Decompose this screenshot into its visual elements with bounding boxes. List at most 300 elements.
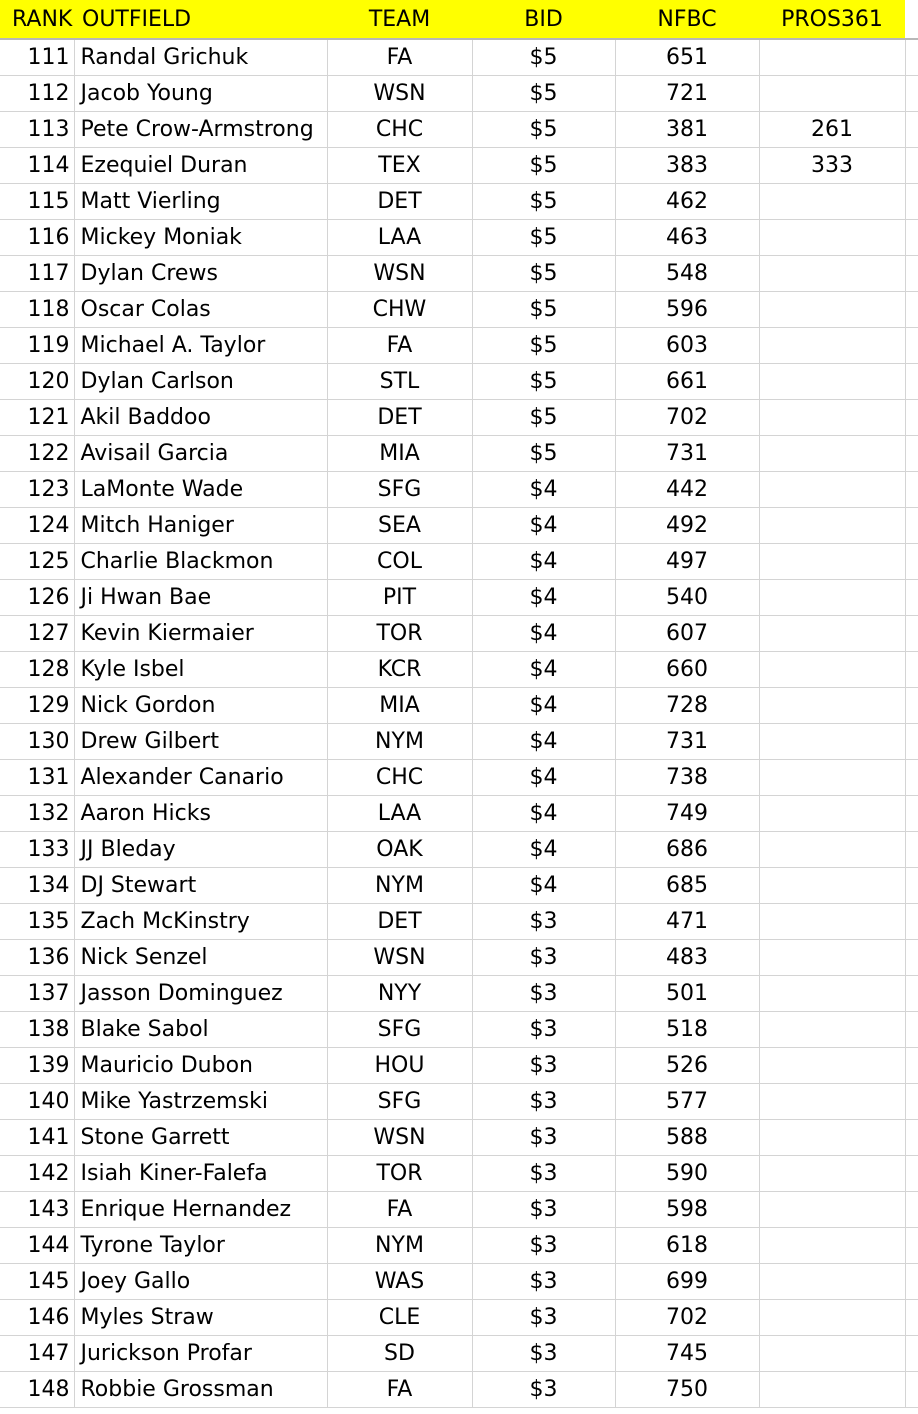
cell-pros361[interactable]: [759, 615, 905, 651]
cell-pros361[interactable]: [759, 939, 905, 975]
cell-rank[interactable]: 133: [0, 831, 74, 867]
cell-team[interactable]: FA: [327, 1191, 472, 1227]
table-row: [0, 1191, 918, 1227]
cell-team[interactable]: HOU: [327, 1047, 472, 1083]
header-outfield[interactable]: OUTFIELD: [74, 0, 327, 39]
cell-nfbc[interactable]: 721: [615, 75, 759, 111]
cell-nfbc[interactable]: 383: [615, 147, 759, 183]
cell-team[interactable]: TEX: [327, 147, 472, 183]
cell-player-name[interactable]: Jurickson Profar: [74, 1335, 327, 1371]
cell-bid[interactable]: $5: [472, 111, 615, 147]
table-row: [0, 723, 918, 759]
cell-rank[interactable]: 145: [0, 1263, 74, 1299]
cell-bid[interactable]: $3: [472, 1191, 615, 1227]
cell-bid[interactable]: $3: [472, 1299, 615, 1335]
table-row: [0, 903, 918, 939]
header-rank[interactable]: RANK: [0, 0, 74, 39]
cell-pros361[interactable]: [759, 75, 905, 111]
cell-player-name[interactable]: Avisail Garcia: [74, 435, 327, 471]
cell-team[interactable]: WSN: [327, 1119, 472, 1155]
cell-nfbc[interactable]: 492: [615, 507, 759, 543]
cell-bid[interactable]: $5: [472, 363, 615, 399]
header-bid[interactable]: BID: [472, 0, 615, 39]
cell-nfbc[interactable]: 598: [615, 1191, 759, 1227]
cell-pros361[interactable]: [759, 363, 905, 399]
cell-player-name[interactable]: Randal Grichuk: [74, 39, 327, 75]
cell-bid[interactable]: $4: [472, 507, 615, 543]
cell-rank[interactable]: 111: [0, 39, 74, 75]
cell-team[interactable]: SFG: [327, 1011, 472, 1047]
cell-empty[interactable]: [905, 183, 918, 219]
cell-empty[interactable]: [905, 111, 918, 147]
cell-empty[interactable]: [905, 1227, 918, 1263]
cell-rank[interactable]: 147: [0, 1335, 74, 1371]
cell-team[interactable]: PIT: [327, 579, 472, 615]
cell-pros361[interactable]: [759, 255, 905, 291]
cell-pros361[interactable]: [759, 1227, 905, 1263]
cell-bid[interactable]: $5: [472, 255, 615, 291]
table-row: [0, 867, 918, 903]
header-row: [0, 0, 918, 39]
cell-rank[interactable]: 113: [0, 111, 74, 147]
cell-rank[interactable]: 130: [0, 723, 74, 759]
cell-rank[interactable]: 117: [0, 255, 74, 291]
cell-empty[interactable]: [905, 1335, 918, 1371]
cell-team[interactable]: CHW: [327, 291, 472, 327]
cell-pros361[interactable]: [759, 1191, 905, 1227]
cell-rank[interactable]: 138: [0, 1011, 74, 1047]
cell-nfbc[interactable]: 501: [615, 975, 759, 1011]
cell-nfbc[interactable]: 661: [615, 363, 759, 399]
cell-pros361[interactable]: [759, 1119, 905, 1155]
cell-pros361[interactable]: [759, 183, 905, 219]
cell-team[interactable]: TOR: [327, 1155, 472, 1191]
cell-rank[interactable]: 131: [0, 759, 74, 795]
cell-rank[interactable]: 142: [0, 1155, 74, 1191]
cell-rank[interactable]: 136: [0, 939, 74, 975]
cell-rank[interactable]: 148: [0, 1371, 74, 1407]
cell-empty[interactable]: [905, 1155, 918, 1191]
cell-nfbc[interactable]: 699: [615, 1263, 759, 1299]
cell-empty[interactable]: [905, 1011, 918, 1047]
cell-pros361[interactable]: [759, 795, 905, 831]
cell-empty[interactable]: [905, 795, 918, 831]
cell-bid[interactable]: $4: [472, 687, 615, 723]
table-row: [0, 615, 918, 651]
cell-rank[interactable]: 127: [0, 615, 74, 651]
cell-empty[interactable]: [905, 39, 918, 75]
cell-nfbc[interactable]: 471: [615, 903, 759, 939]
cell-empty[interactable]: [905, 507, 918, 543]
cell-team[interactable]: SFG: [327, 471, 472, 507]
cell-nfbc[interactable]: 548: [615, 255, 759, 291]
cell-empty[interactable]: [905, 1371, 918, 1407]
cell-team[interactable]: DET: [327, 183, 472, 219]
header-pros361[interactable]: PROS361: [759, 0, 905, 39]
cell-bid[interactable]: $4: [472, 759, 615, 795]
cell-bid[interactable]: $4: [472, 471, 615, 507]
cell-pros361[interactable]: [759, 1047, 905, 1083]
cell-bid[interactable]: $4: [472, 723, 615, 759]
cell-bid[interactable]: $3: [472, 1083, 615, 1119]
cell-pros361[interactable]: [759, 1155, 905, 1191]
cell-nfbc[interactable]: 596: [615, 291, 759, 327]
cell-pros361[interactable]: [759, 723, 905, 759]
cell-bid[interactable]: $3: [472, 1011, 615, 1047]
cell-pros361[interactable]: [759, 399, 905, 435]
cell-pros361[interactable]: [759, 903, 905, 939]
cell-rank[interactable]: 141: [0, 1119, 74, 1155]
table-row: [0, 327, 918, 363]
cell-player-name[interactable]: Tyrone Taylor: [74, 1227, 327, 1263]
cell-player-name[interactable]: Enrique Hernandez: [74, 1191, 327, 1227]
cell-player-name[interactable]: Mickey Moniak: [74, 219, 327, 255]
cell-rank[interactable]: 124: [0, 507, 74, 543]
header-empty-cell[interactable]: [905, 0, 918, 39]
cell-bid[interactable]: $3: [472, 1371, 615, 1407]
cell-nfbc[interactable]: 381: [615, 111, 759, 147]
cell-team[interactable]: DET: [327, 903, 472, 939]
cell-player-name[interactable]: Isiah Kiner-Falefa: [74, 1155, 327, 1191]
cell-bid[interactable]: $5: [472, 39, 615, 75]
cell-player-name[interactable]: Mitch Haniger: [74, 507, 327, 543]
table-row: [0, 111, 918, 147]
cell-nfbc[interactable]: 518: [615, 1011, 759, 1047]
cell-pros361[interactable]: [759, 327, 905, 363]
cell-pros361[interactable]: [759, 435, 905, 471]
cell-rank[interactable]: 116: [0, 219, 74, 255]
cell-bid[interactable]: $5: [472, 435, 615, 471]
cell-empty[interactable]: [905, 543, 918, 579]
cell-empty[interactable]: [905, 723, 918, 759]
cell-team[interactable]: MIA: [327, 435, 472, 471]
cell-team[interactable]: WAS: [327, 1263, 472, 1299]
cell-team[interactable]: CHC: [327, 759, 472, 795]
cell-player-name[interactable]: Blake Sabol: [74, 1011, 327, 1047]
cell-nfbc[interactable]: 731: [615, 723, 759, 759]
cell-nfbc[interactable]: 685: [615, 867, 759, 903]
cell-player-name[interactable]: Drew Gilbert: [74, 723, 327, 759]
cell-pros361[interactable]: [759, 687, 905, 723]
cell-player-name[interactable]: DJ Stewart: [74, 867, 327, 903]
cell-nfbc[interactable]: 728: [615, 687, 759, 723]
cell-nfbc[interactable]: 540: [615, 579, 759, 615]
cell-player-name[interactable]: Mauricio Dubon: [74, 1047, 327, 1083]
cell-player-name[interactable]: Oscar Colas: [74, 291, 327, 327]
cell-empty[interactable]: [905, 75, 918, 111]
cell-bid[interactable]: $3: [472, 1047, 615, 1083]
cell-pros361[interactable]: [759, 579, 905, 615]
cell-nfbc[interactable]: 483: [615, 939, 759, 975]
cell-rank[interactable]: 119: [0, 327, 74, 363]
cell-team[interactable]: TOR: [327, 615, 472, 651]
cell-player-name[interactable]: Jacob Young: [74, 75, 327, 111]
cell-player-name[interactable]: Alexander Canario: [74, 759, 327, 795]
cell-player-name[interactable]: Nick Senzel: [74, 939, 327, 975]
cell-pros361[interactable]: [759, 1335, 905, 1371]
cell-bid[interactable]: $3: [472, 1227, 615, 1263]
cell-rank[interactable]: 140: [0, 1083, 74, 1119]
table-row: [0, 507, 918, 543]
cell-nfbc[interactable]: 590: [615, 1155, 759, 1191]
cell-pros361[interactable]: [759, 975, 905, 1011]
cell-team[interactable]: NYM: [327, 1227, 472, 1263]
cell-pros361[interactable]: [759, 1371, 905, 1407]
cell-nfbc[interactable]: 577: [615, 1083, 759, 1119]
cell-player-name[interactable]: Nick Gordon: [74, 687, 327, 723]
cell-pros361[interactable]: [759, 291, 905, 327]
cell-nfbc[interactable]: 618: [615, 1227, 759, 1263]
cell-pros361[interactable]: [759, 1011, 905, 1047]
cell-empty[interactable]: [905, 867, 918, 903]
cell-nfbc[interactable]: 745: [615, 1335, 759, 1371]
cell-team[interactable]: FA: [327, 327, 472, 363]
cell-bid[interactable]: $4: [472, 579, 615, 615]
cell-player-name[interactable]: Ji Hwan Bae: [74, 579, 327, 615]
cell-rank[interactable]: 120: [0, 363, 74, 399]
cell-team[interactable]: SEA: [327, 507, 472, 543]
cell-bid[interactable]: $3: [472, 975, 615, 1011]
cell-empty[interactable]: [905, 255, 918, 291]
cell-nfbc[interactable]: 462: [615, 183, 759, 219]
cell-team[interactable]: SD: [327, 1335, 472, 1371]
cell-team[interactable]: CLE: [327, 1299, 472, 1335]
cell-nfbc[interactable]: 588: [615, 1119, 759, 1155]
cell-team[interactable]: STL: [327, 363, 472, 399]
cell-team[interactable]: NYM: [327, 723, 472, 759]
cell-bid[interactable]: $5: [472, 399, 615, 435]
cell-player-name[interactable]: Stone Garrett: [74, 1119, 327, 1155]
table-row: [0, 1155, 918, 1191]
cell-player-name[interactable]: Dylan Crews: [74, 255, 327, 291]
cell-empty[interactable]: [905, 399, 918, 435]
cell-team[interactable]: WSN: [327, 75, 472, 111]
cell-player-name[interactable]: Michael A. Taylor: [74, 327, 327, 363]
table-row: [0, 1227, 918, 1263]
header-nfbc[interactable]: NFBC: [615, 0, 759, 39]
cell-pros361[interactable]: [759, 831, 905, 867]
cell-team[interactable]: KCR: [327, 651, 472, 687]
cell-nfbc[interactable]: 607: [615, 615, 759, 651]
table-row: [0, 543, 918, 579]
cell-pros361[interactable]: [759, 1263, 905, 1299]
cell-empty[interactable]: [905, 1191, 918, 1227]
header-team[interactable]: TEAM: [327, 0, 472, 39]
cell-bid[interactable]: $5: [472, 75, 615, 111]
cell-pros361[interactable]: [759, 1299, 905, 1335]
cell-nfbc[interactable]: 526: [615, 1047, 759, 1083]
cell-rank[interactable]: 123: [0, 471, 74, 507]
cell-nfbc[interactable]: 463: [615, 219, 759, 255]
cell-player-name[interactable]: Myles Straw: [74, 1299, 327, 1335]
cell-bid[interactable]: $5: [472, 183, 615, 219]
cell-player-name[interactable]: Kyle Isbel: [74, 651, 327, 687]
table-row: [0, 255, 918, 291]
cell-player-name[interactable]: Joey Gallo: [74, 1263, 327, 1299]
cell-player-name[interactable]: Aaron Hicks: [74, 795, 327, 831]
cell-pros361[interactable]: [759, 39, 905, 75]
cell-team[interactable]: SFG: [327, 1083, 472, 1119]
cell-bid[interactable]: $3: [472, 1119, 615, 1155]
cell-team[interactable]: WSN: [327, 939, 472, 975]
table-row: [0, 759, 918, 795]
cell-bid[interactable]: $3: [472, 1155, 615, 1191]
table-row: [0, 291, 918, 327]
cell-player-name[interactable]: Charlie Blackmon: [74, 543, 327, 579]
cell-rank[interactable]: 126: [0, 579, 74, 615]
cell-player-name[interactable]: Robbie Grossman: [74, 1371, 327, 1407]
cell-rank[interactable]: 114: [0, 147, 74, 183]
cell-nfbc[interactable]: 603: [615, 327, 759, 363]
cell-rank[interactable]: 125: [0, 543, 74, 579]
cell-team[interactable]: LAA: [327, 795, 472, 831]
cell-team[interactable]: FA: [327, 39, 472, 75]
cell-team[interactable]: CHC: [327, 111, 472, 147]
table-row: [0, 687, 918, 723]
cell-empty[interactable]: [905, 975, 918, 1011]
cell-empty[interactable]: [905, 435, 918, 471]
cell-pros361[interactable]: [759, 759, 905, 795]
cell-bid[interactable]: $4: [472, 831, 615, 867]
cell-pros361[interactable]: 261: [759, 111, 905, 147]
cell-team[interactable]: DET: [327, 399, 472, 435]
cell-bid[interactable]: $3: [472, 1335, 615, 1371]
cell-bid[interactable]: $3: [472, 1263, 615, 1299]
cell-nfbc[interactable]: 660: [615, 651, 759, 687]
cell-rank[interactable]: 118: [0, 291, 74, 327]
cell-nfbc[interactable]: 442: [615, 471, 759, 507]
cell-empty[interactable]: [905, 579, 918, 615]
cell-player-name[interactable]: Pete Crow-Armstrong: [74, 111, 327, 147]
cell-nfbc[interactable]: 738: [615, 759, 759, 795]
cell-player-name[interactable]: Kevin Kiermaier: [74, 615, 327, 651]
table-row: [0, 1299, 918, 1335]
cell-player-name[interactable]: JJ Bleday: [74, 831, 327, 867]
cell-nfbc[interactable]: 749: [615, 795, 759, 831]
cell-bid[interactable]: $4: [472, 867, 615, 903]
cell-player-name[interactable]: Zach McKinstry: [74, 903, 327, 939]
table-row: [0, 939, 918, 975]
cell-pros361[interactable]: [759, 1083, 905, 1119]
cell-player-name[interactable]: Dylan Carlson: [74, 363, 327, 399]
cell-bid[interactable]: $4: [472, 651, 615, 687]
table-row: [0, 1119, 918, 1155]
cell-pros361[interactable]: 333: [759, 147, 905, 183]
cell-nfbc[interactable]: 731: [615, 435, 759, 471]
cell-team[interactable]: NYM: [327, 867, 472, 903]
cell-player-name[interactable]: Akil Baddoo: [74, 399, 327, 435]
cell-player-name[interactable]: Ezequiel Duran: [74, 147, 327, 183]
table-row: [0, 795, 918, 831]
cell-rank[interactable]: 134: [0, 867, 74, 903]
cell-team[interactable]: LAA: [327, 219, 472, 255]
table-row: [0, 219, 918, 255]
cell-nfbc[interactable]: 497: [615, 543, 759, 579]
cell-empty[interactable]: [905, 651, 918, 687]
cell-player-name[interactable]: Jasson Dominguez: [74, 975, 327, 1011]
cell-empty[interactable]: [905, 147, 918, 183]
table-row: [0, 399, 918, 435]
cell-empty[interactable]: [905, 939, 918, 975]
cell-pros361[interactable]: [759, 651, 905, 687]
cell-team[interactable]: OAK: [327, 831, 472, 867]
cell-rank[interactable]: 132: [0, 795, 74, 831]
table-row: [0, 1083, 918, 1119]
cell-rank[interactable]: 122: [0, 435, 74, 471]
cell-rank[interactable]: 135: [0, 903, 74, 939]
cell-rank[interactable]: 112: [0, 75, 74, 111]
cell-rank[interactable]: 146: [0, 1299, 74, 1335]
cell-pros361[interactable]: [759, 219, 905, 255]
cell-nfbc[interactable]: 686: [615, 831, 759, 867]
cell-player-name[interactable]: Mike Yastrzemski: [74, 1083, 327, 1119]
cell-empty[interactable]: [905, 1047, 918, 1083]
cell-pros361[interactable]: [759, 867, 905, 903]
cell-rank[interactable]: 121: [0, 399, 74, 435]
cell-empty[interactable]: [905, 1119, 918, 1155]
cell-team[interactable]: COL: [327, 543, 472, 579]
cell-empty[interactable]: [905, 471, 918, 507]
cell-bid[interactable]: $4: [472, 615, 615, 651]
cell-rank[interactable]: 143: [0, 1191, 74, 1227]
cell-empty[interactable]: [905, 903, 918, 939]
cell-empty[interactable]: [905, 327, 918, 363]
cell-team[interactable]: NYY: [327, 975, 472, 1011]
cell-nfbc[interactable]: 750: [615, 1371, 759, 1407]
cell-bid[interactable]: $3: [472, 903, 615, 939]
cell-rank[interactable]: 137: [0, 975, 74, 1011]
cell-team[interactable]: MIA: [327, 687, 472, 723]
cell-nfbc[interactable]: 702: [615, 399, 759, 435]
cell-bid[interactable]: $3: [472, 939, 615, 975]
cell-bid[interactable]: $5: [472, 147, 615, 183]
table-row: [0, 831, 918, 867]
cell-bid[interactable]: $4: [472, 543, 615, 579]
cell-rank[interactable]: 129: [0, 687, 74, 723]
cell-empty[interactable]: [905, 615, 918, 651]
cell-empty[interactable]: [905, 1299, 918, 1335]
cell-rank[interactable]: 144: [0, 1227, 74, 1263]
cell-empty[interactable]: [905, 759, 918, 795]
cell-bid[interactable]: $5: [472, 327, 615, 363]
cell-bid[interactable]: $4: [472, 795, 615, 831]
cell-empty[interactable]: [905, 291, 918, 327]
cell-empty[interactable]: [905, 831, 918, 867]
cell-pros361[interactable]: [759, 471, 905, 507]
table-row: [0, 363, 918, 399]
cell-rank[interactable]: 128: [0, 651, 74, 687]
cell-rank[interactable]: 139: [0, 1047, 74, 1083]
cell-empty[interactable]: [905, 1263, 918, 1299]
cell-empty[interactable]: [905, 363, 918, 399]
table-body: [0, 39, 918, 1407]
cell-bid[interactable]: $5: [472, 291, 615, 327]
cell-empty[interactable]: [905, 219, 918, 255]
cell-team[interactable]: FA: [327, 1371, 472, 1407]
cell-team[interactable]: WSN: [327, 255, 472, 291]
cell-player-name[interactable]: Matt Vierling: [74, 183, 327, 219]
cell-player-name[interactable]: LaMonte Wade: [74, 471, 327, 507]
cell-rank[interactable]: 115: [0, 183, 74, 219]
table-row: [0, 651, 918, 687]
cell-pros361[interactable]: [759, 507, 905, 543]
cell-bid[interactable]: $5: [472, 219, 615, 255]
cell-empty[interactable]: [905, 1083, 918, 1119]
cell-pros361[interactable]: [759, 543, 905, 579]
cell-nfbc[interactable]: 702: [615, 1299, 759, 1335]
cell-nfbc[interactable]: 651: [615, 39, 759, 75]
cell-empty[interactable]: [905, 687, 918, 723]
